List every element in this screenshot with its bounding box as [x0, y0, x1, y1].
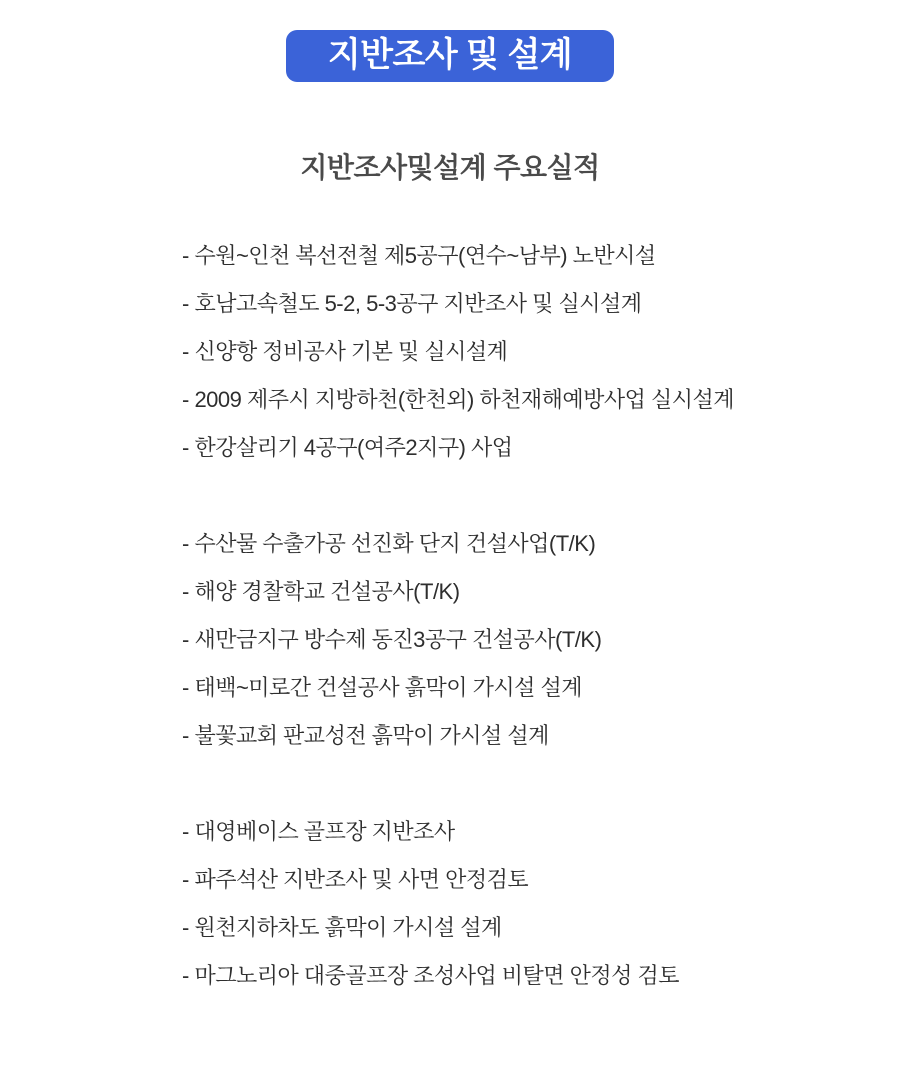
- list-item: - 파주석산 지반조사 및 사면 안정검토: [182, 866, 529, 892]
- list-item: - 태백~미로간 건설공사 흙막이 가시설 설계: [182, 674, 583, 700]
- list-item: - 해양 경찰학교 건설공사(T/K): [182, 578, 460, 604]
- section-title-badge: 지반조사 및 설계: [286, 30, 614, 82]
- list-item: - 한강살리기 4공구(여주2지구) 사업: [182, 434, 513, 460]
- project-list: [0, 230, 900, 998]
- list-item: - 원천지하차도 흙막이 가시설 설계: [182, 914, 502, 940]
- list-item: - 수산물 수출가공 선진화 단지 건설사업(T/K): [182, 530, 596, 556]
- list-item: - 수원~인천 복선전철 제5공구(연수~남부) 노반시설: [182, 242, 656, 268]
- list-item: - 새만금지구 방수제 동진3공구 건설공사(T/K): [182, 626, 602, 652]
- list-item: - 신양항 정비공사 기본 및 실시설계: [182, 338, 508, 364]
- list-item: - 불꽃교회 판교성전 흙막이 가시설 설계: [182, 722, 549, 748]
- project-group-2: [182, 518, 840, 758]
- project-group-3: [182, 806, 840, 998]
- list-item: - 호남고속철도 5-2, 5-3공구 지반조사 및 실시설계: [182, 290, 642, 316]
- list-item: - 마그노리아 대중골프장 조성사업 비탈면 안정성 검토: [182, 962, 680, 988]
- project-group-1: [182, 230, 840, 470]
- list-item: - 대영베이스 골프장 지반조사: [182, 818, 455, 844]
- section-subtitle: 지반조사및설계 주요실적: [300, 152, 600, 183]
- title-badge-row: [0, 0, 900, 82]
- list-item: - 2009 제주시 지방하천(한천외) 하천재해예방사업 실시설계: [182, 386, 735, 412]
